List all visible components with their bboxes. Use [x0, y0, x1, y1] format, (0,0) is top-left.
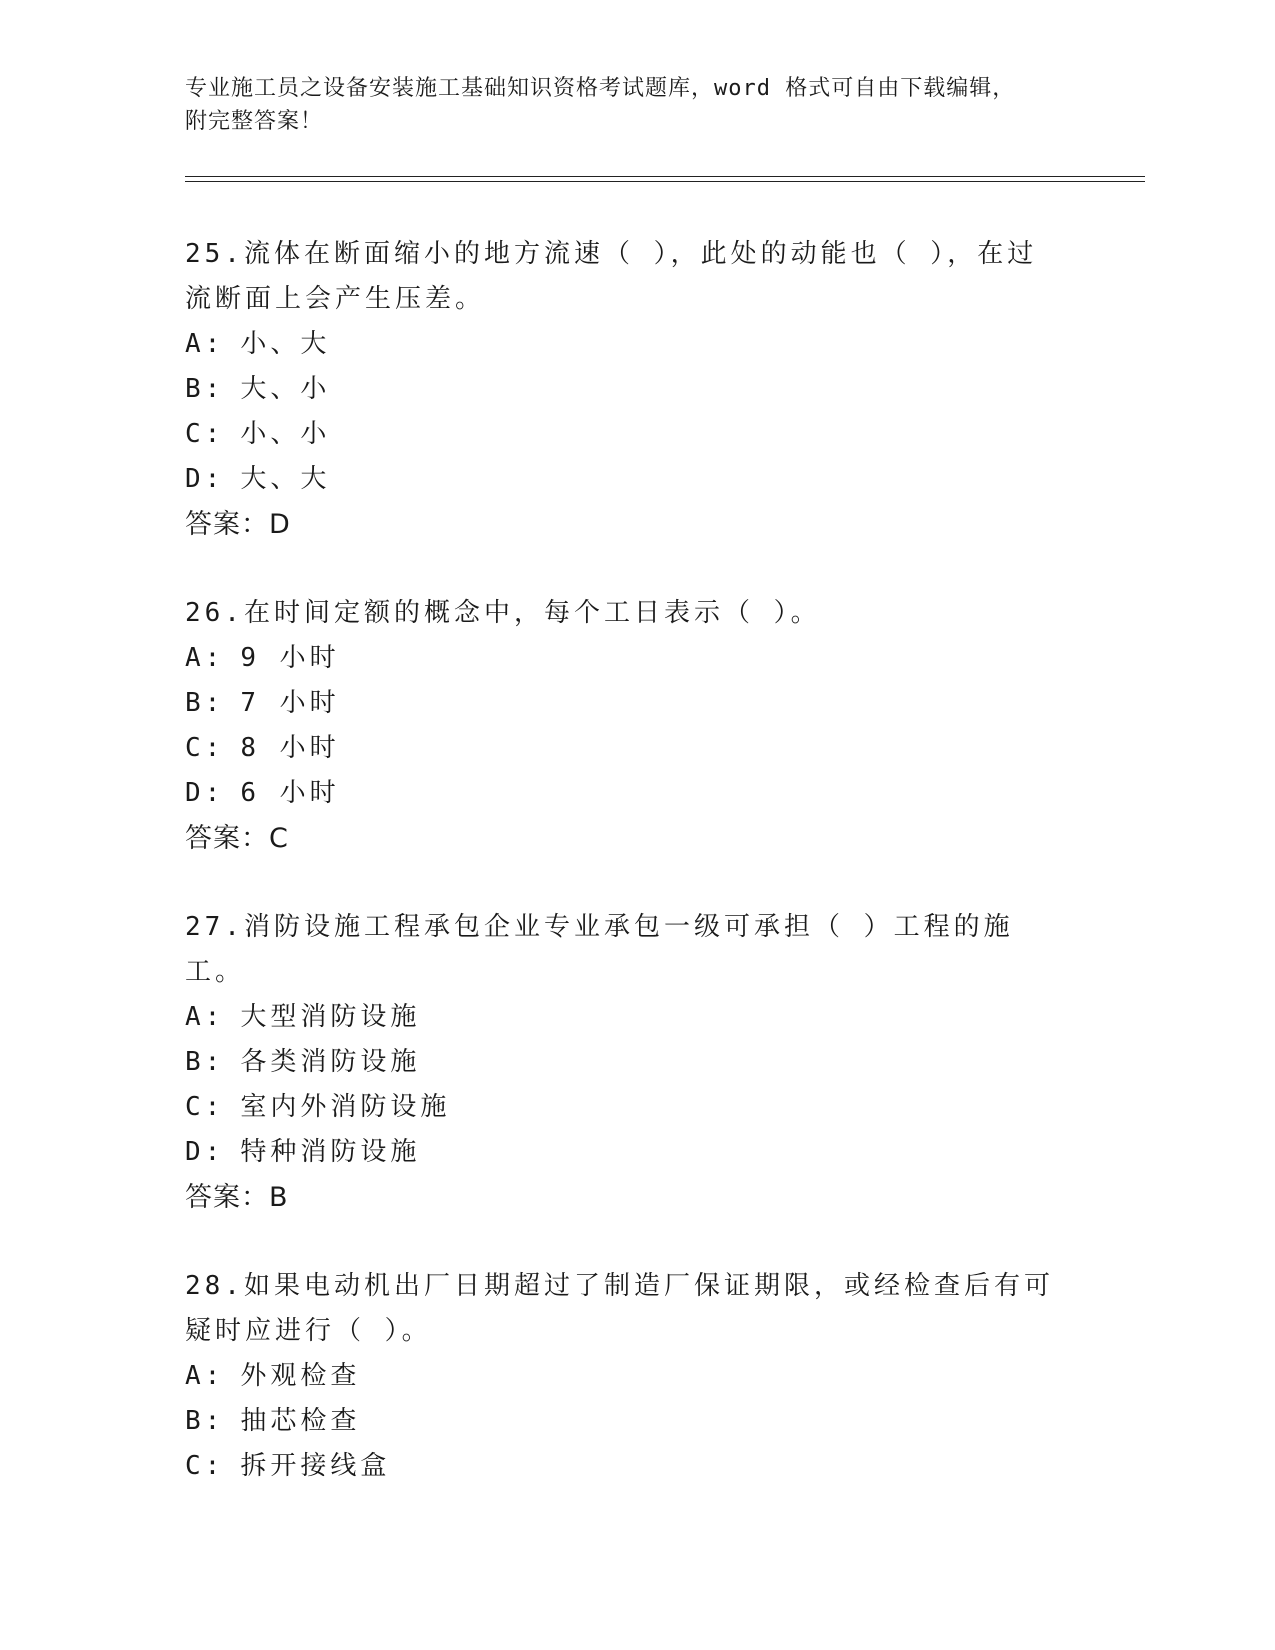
option-key: A: [185, 329, 225, 359]
option-b [185, 681, 1085, 726]
answer-line: 答案：B [185, 1182, 289, 1213]
option-c [185, 412, 1085, 457]
option-text: 各类消防设施 [240, 1047, 421, 1077]
header-divider-top [185, 176, 1145, 177]
option-b [185, 1399, 1085, 1444]
option-c [185, 1444, 1085, 1489]
question-stem: 25.流体在断面缩小的地方流速（ ），此处的动能也（ ），在过流断面上会产生压差。 [185, 239, 1038, 314]
option-text: 大、大 [240, 464, 331, 494]
option-text: 小、小 [240, 419, 331, 449]
option-text: 拆开接线盒 [240, 1451, 391, 1481]
option-text: 小、大 [240, 329, 331, 359]
option-d [185, 771, 1085, 816]
option-a [185, 1354, 1085, 1399]
option-text: 抽芯检查 [240, 1406, 361, 1436]
option-text: 6 小时 [240, 778, 340, 808]
option-key: C: [185, 733, 225, 763]
option-c [185, 1085, 1085, 1130]
option-text: 外观检查 [240, 1361, 361, 1391]
answer-line: 答案：C [185, 823, 289, 854]
option-text: 7 小时 [240, 688, 340, 718]
option-key: B: [185, 1406, 225, 1436]
option-key: D: [185, 1137, 225, 1167]
question-stem: 28.如果电动机出厂日期超过了制造厂保证期限，或经检查后有可疑时应进行（ ）。 [185, 1271, 1054, 1346]
option-text: 特种消防设施 [240, 1137, 421, 1167]
option-b [185, 1040, 1085, 1085]
question-25 [185, 232, 1085, 547]
header-divider-bottom [185, 181, 1145, 182]
option-key: A: [185, 643, 225, 673]
option-d [185, 457, 1085, 502]
document-header [185, 72, 1085, 138]
option-text: 8 小时 [240, 733, 340, 763]
option-b [185, 367, 1085, 412]
option-key: B: [185, 688, 225, 718]
option-text: 9 小时 [240, 643, 340, 673]
option-key: A: [185, 1002, 225, 1032]
option-key: D: [185, 464, 225, 494]
question-27 [185, 905, 1085, 1220]
question-26 [185, 591, 1085, 861]
option-key: D: [185, 778, 225, 808]
option-d [185, 1130, 1085, 1175]
answer-line: 答案：D [185, 509, 291, 540]
option-a [185, 322, 1085, 367]
question-list [185, 232, 1085, 1533]
option-a [185, 636, 1085, 681]
option-c [185, 726, 1085, 771]
question-stem: 26.在时间定额的概念中，每个工日表示（ ）。 [185, 598, 821, 628]
option-key: C: [185, 1451, 225, 1481]
option-text: 大型消防设施 [240, 1002, 421, 1032]
option-key: A: [185, 1361, 225, 1391]
option-key: B: [185, 374, 225, 404]
question-28 [185, 1264, 1085, 1489]
option-a [185, 995, 1085, 1040]
option-text: 大、小 [240, 374, 331, 404]
option-key: C: [185, 419, 225, 449]
option-key: B: [185, 1047, 225, 1077]
header-line-2: 附完整答案！ [185, 109, 324, 134]
header-line-1: 专业施工员之设备安装施工基础知识资格考试题库，word 格式可自由下载编辑， [185, 76, 1016, 101]
question-stem: 27.消防设施工程承包企业专业承包一级可承担（ ）工程的施工。 [185, 912, 1014, 987]
option-key: C: [185, 1092, 225, 1122]
option-text: 室内外消防设施 [240, 1092, 451, 1122]
